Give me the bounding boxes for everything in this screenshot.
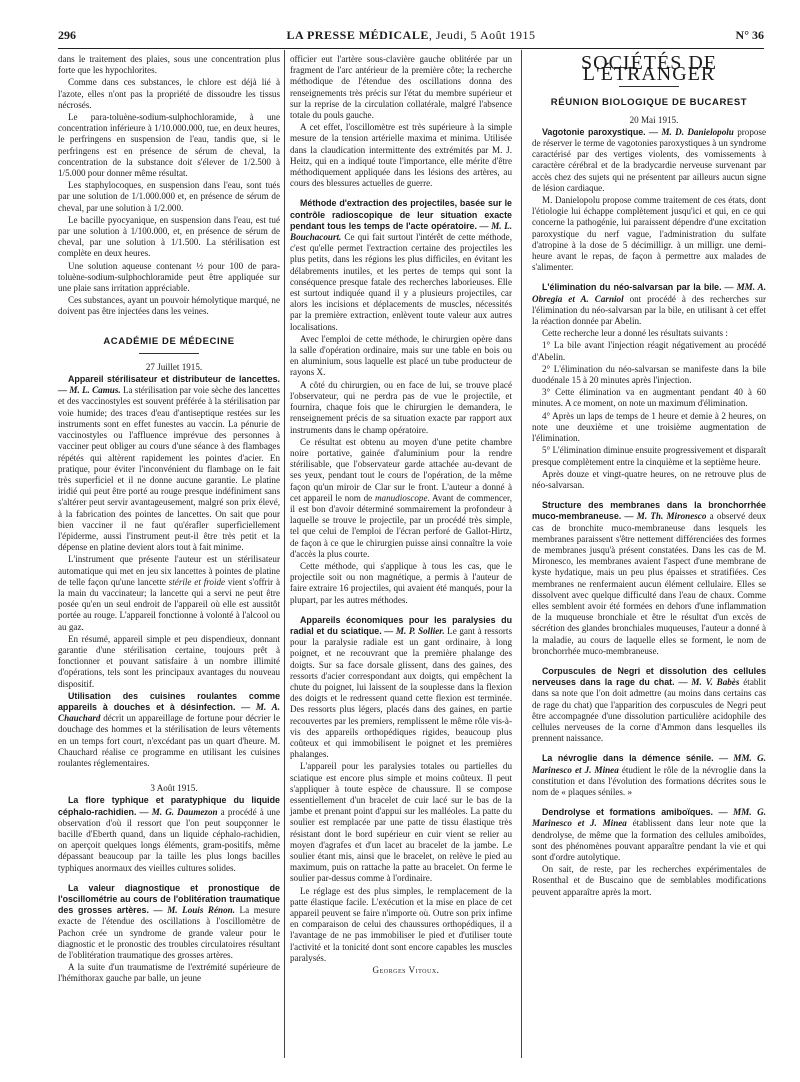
text-run: Ce résultat est obtenu au moyen d'une petite chambre noire portative, gainée d'aluminium pour la rendre stérilisable, que l'observateur garde attachée au-devant de ses yeux, pendant tout le cours de l'opération, de la même façon qu'un miroir de Clar sur le front. L'auteur a donné à cet appareil le nom de — [290, 436, 512, 503]
article-heading: Dendrolyse et formations amiboïques. — [542, 807, 714, 818]
paragraph: On sait, de reste, par les recherches expérimentales de Rosenthal et de Buscaino que de semblables modifications peuvent apparaître après la mort. — [532, 864, 766, 897]
italic-run: stérile et froide — [168, 576, 226, 587]
page-header — [58, 26, 764, 49]
article-heading: La valeur diagnostique et pronostique de l'oscillométrie au cours de l'oblitération traumatique des grosses artères. — [58, 882, 280, 916]
session-date: 20 Mai 1915. — [629, 114, 679, 125]
article-extraction-projectiles — [290, 198, 512, 332]
paragraph: Une solution aqueuse contenant ½ pour 100 de para-toluène-sodium-sulphochloramide peut être appliquée sur une plaie sans irritation appréciable. — [58, 260, 280, 294]
text-run: . Avant de commencer, il est bon d'avoir déterminé sommairement la profondeur à laquelle se trouve le projectile, par un procédé très simple, tel que celui de l'emploi de l'écran perforé de Gallot-Hirtz, de façon à ce que le chirurgien puisse ainsi connaître la voie d'accès la plus courte. — [290, 492, 512, 559]
paragraph: Avec l'emploi de cette méthode, le chirurgien opère dans la salle d'opération ordinaire, mais sur une table en bois ou en aluminium, sous laquelle est placé un tube producteur de rayons X. — [290, 333, 512, 378]
paragraph: Les staphylocoques, en suspension dans l'eau, sont tués par une solution de 1/1.000.000 et, en présence de sérum de cheval, par une solution à 1/2.000. — [58, 180, 280, 213]
article-flore-typhique — [58, 795, 280, 873]
article-heading: Méthode d'extraction des projectiles, basée sur le contrôle radioscopique de leur situation exacte pendant tous les temps de l'acte opératoire. — [290, 198, 512, 231]
article-nevroglie — [532, 753, 766, 798]
paragraph: Cette recherche leur a donné les résultats suivants : — [542, 328, 728, 339]
session-date: 3 Août 1915. — [150, 783, 198, 794]
article-appareils-paralysies — [290, 615, 512, 761]
text-run: L'instrument que présente l'auteur est un stérilisateur automatique qui met en jeu six lancettes à pointes de platine de telle façon qu'une lancette — [58, 554, 280, 587]
article-author: — M. L. Camus. — [58, 385, 121, 396]
article-heading: La névroglie dans la démence sénile. — [542, 753, 714, 764]
column-1 — [58, 54, 280, 986]
article-author: — M. Louis Rénon. — [153, 905, 235, 916]
list-item: 4° Après un laps de temps de 1 heure et demie à 2 heures, on note une deuxième et une troisième augmentation de l'élimination. — [532, 410, 766, 444]
article-author: — MM. G. Marinesco et J. Minea — [532, 753, 766, 775]
article-author: — M. D. Danielopolu — [649, 126, 734, 137]
paragraph: A la suite d'un traumatisme de l'extrémité supérieure de l'hémithorax gauche par balle, un jeune — [58, 962, 280, 984]
article-text: a procédé à une observation d'où il ressort que l'on peut soupçonner le bacille d'Eberth quand, dans un liquide céphalo-rachidien, on aperçoit quelques longs éléments, gram-positifs, même dépassant beaucoup par la taille les plus longs bacilles typhiques anormaux des vieilles cultures solides. — [58, 806, 280, 873]
article-neo-salvarsan — [532, 282, 766, 327]
page-number: 296 — [58, 28, 76, 42]
column-rule — [521, 50, 522, 1058]
article-heading: Utilisation des cuisines roulantes comme appareils à douches et à désinfection. — [58, 690, 280, 712]
article-author: — M. P. Sollier. — [384, 625, 445, 636]
article-sterilisateur — [58, 374, 280, 553]
article-vagotonie — [532, 127, 766, 194]
article-text: propose de réserver le terme de vagotonies paroxystiques à un syndrome caractérisé par des vertiges violents, des vomissements à caractère cérébral et de la bradycardie nerveuse survenant par accès chez des sujets qui ne présentent par ailleurs aucun signe de lésion cardiaque. — [532, 126, 766, 193]
author-signature: Georges Vitoux. — [372, 965, 440, 976]
list-item: 5° L'élimination diminue ensuite progressivement et disparaît presque complètement entre la cinquième et la septième heure. — [532, 445, 766, 467]
article-author: — M. A. Chauchard — [58, 701, 280, 724]
article-negri — [532, 666, 766, 744]
article-text: a observé deux cas de bronchite muco-membraneuse dans lesquels les membranes paraissent s'être nettement différenciées des formes de membranes jusqu'à présent constatées. Dans les cas de M. Mironesco, les membranes avaient l'aspect d'une membrane de kyste hydatique, mais un peu plus épaisses et stratifiées. Ces membranes ne renfermaient aucun élément cellulaire. Elles se dissolvent avec quelque difficulté dans l'eau de chaux. Comme elles semblent avoir été formées en dehors d'une inflammation de la muqueuse bronchiale et être le résultat d'un excès de sécrétion des glandes bronchiales muqueuses, l'auteur a donné à la maladie, au cours de laquelle elles se forment, le nom de bronchorrhée muco-membraneuse. — [532, 511, 766, 656]
list-item: 1° La bile avant l'injection réagit négativement au procédé d'Abelin. — [532, 340, 766, 362]
article-heading: Structure des membranes dans la bronchorrhée muco-membraneuse. — [532, 500, 766, 522]
article-text: étudient le rôle de la névroglie dans la constitution et dans l'évolution des formations décrites sous le nom de « plaques séniles. » — [532, 764, 766, 797]
paragraph: Comme dans ces substances, le chlore est déjà lié à l'azote, elles n'ont pas la propriété de dissoudre les tissus nécrosés. — [58, 77, 280, 110]
article-text: Le gant à ressorts pour la paralysie radiale est un gant ordinaire, à long poignet, et ne recouvrant que la première phalange des doigts. Sur sa face dorsale glissent, dans des gaines, des ressorts d'acier correspondant aux doigts, qui empêchent la chute du poignet, lui laissent de la souplesse dans la flexion des doigts et le redressent quand cette flexion est terminée. Des ressorts plus légers, placés dans des gaines, en partie recouvertes par les premiers, remplissent le même rôle vis-à-vis des appareils orthopédiques rigides, beaucoup plus coûteux et qui immobilisent le poignet et les premières phalanges. — [290, 625, 512, 760]
running-title — [58, 28, 764, 43]
paragraph: A côté du chirurgien, ou en face de lui, se trouve placé l'observateur, qui ne perdra pas de vue le projectile, et fournira, chaque fois que le chirurgien le demandera, le renseignement précis de sa situation exacte par rapport aux instruments dans le champ opératoire. — [290, 379, 512, 435]
article-heading: Corpuscules de Negri et dissolution des cellules nerveuses dans la rage du chat. — [532, 665, 766, 688]
section-title-academie: ACADÉMIE DE MÉDECINE — [103, 335, 235, 347]
paragraph: Après douze et vingt-quatre heures, on ne retrouve plus de néo-salvarsan. — [532, 468, 766, 490]
article-text: ont procédé à des recherches sur l'élimination du néo-salvarsan par la bile, en utilisant à cet effet la réaction donnée par Abelin. — [532, 293, 766, 327]
article-text: La stérilisation par voie sèche des lancettes et des vaccinostyles est souvent préférée à la stérilisation par voie humide; des traces d'eau d'antiseptique restées sur les instruments sont en effet funestes au vaccin. La pénurie de vaccinostyles ou l'affluence imprévue des personnes à vacciner peut obliger au cours d'une séance à des flambages répétés qui altèrent rapidement les pointes d'acier. En pratique, pour éviter l'inconvénient du flambage on le fait très superficiel et il ne donne aucune garantie. Le platine iridié qui peut être porté au rouge presque indéfiniment sans s'altérer peut servir avantageusement, malgré son prix élevé, à la fabrication des pointes de lancettes. On sait que pour bien vacciner il ne faut qu'érafler superficiellement l'épiderme, aussi l'instrument peut-il être très petit et la dépense en platine devient alors tout à fait minime. — [58, 385, 281, 553]
journal-name: LA PRESSE MÉDICALE — [286, 28, 429, 42]
column-3 — [532, 54, 766, 899]
column-rule — [284, 50, 285, 1058]
article-bronchorrhee — [532, 500, 766, 657]
article-heading: Appareils économiques pour les paralysies du radial et du sciatique. — [290, 614, 512, 636]
paragraph: Le bacille pyocyanique, en suspension dans l'eau, est tué par une solution à 1/100.000, et, en présence de sérum de cheval, par une solution à 1/1.500. La stérilisation est complète en deux heures. — [58, 214, 280, 259]
section-divider — [619, 86, 679, 87]
section-title-societes: SOCIÉTÉS DE L'ÉTRANGER — [581, 52, 717, 86]
article-cuisines — [58, 691, 280, 769]
article-text: décrit un appareillage de fortune pour décrier le douchage des hommes et la stérilisation de leurs vêtements en un temps fort court, n'excédant pas un quart d'heure. M. Chauchard réalise ce programme en utilisant les cuisines roulantes réglementaires. — [58, 713, 280, 768]
article-author: — M. G. Daumezon — [139, 806, 218, 817]
article-author: — MM. G. Marinesco et J. Minea — [532, 807, 766, 829]
article-author: — M. Th. Mironesco — [624, 511, 707, 522]
paragraph: L'appareil pour les paralysies totales ou partielles du sciatique est encore plus simple et moins coûteux. Il peut s'appliquer à toute espèce de chaussure. Il se compose essentiellement d'un bracelet de cuir lacé sur le bas de la jambe et prenant point d'appui sur les malléoles. La patte du soulier est remplacée par une patte de tissu élastique très résistant dont le bord supérieur en cuir vient se relier au moyen d'agrafes et d'un lacet au bracelet de la jambe. Le soulier étant mis, ainsi que le bracelet, on relève le pied au maximum, puis on rattache la patte au bracelet. On ferme le soulier par-dessus comme à l'ordinaire. — [290, 761, 512, 884]
article-oscillometrie — [58, 883, 280, 961]
article-dendrolyse — [532, 807, 766, 863]
article-author: — M. V. Babès — [678, 677, 740, 688]
article-text: établit dans sa note que l'on doit admettre (au moins dans certains cas de rage du chat) que l'apparition des corpuscules de Negri peut être accompagnée d'une dissolution particulière acidophile des cellules nerveuses de la corne d'Ammon dans lesquelles ils prennent naissance. — [532, 677, 766, 744]
paragraph: dans le traitement des plaies, sous une concentration plus forte que les hypochlorites. — [58, 54, 280, 76]
section-subtitle: RÉUNION BIOLOGIQUE DE BUCAREST — [550, 97, 748, 109]
article-heading: L'élimination du néo-salvarsan par la bile. — [542, 282, 722, 293]
article-heading: La flore typhique et paratyphique du liquide céphalo-rachidien. — [58, 795, 280, 817]
paragraph: officier eut l'artère sous-clavière gauche oblitérée par un fragment de l'arc antérieur de la première côte; la recherche méthodique de l'étendue des oscillations donna des renseignements très précis sur l'état du membre supérieur et sur la reprise de la circulation collatérale, malgré l'absence totale du pouls gauche. — [290, 54, 512, 121]
article-text: La mesure exacte de l'étendue des oscillations à l'oscillomètre de Pachon crée un syndrome de grande valeur pour le diagnostic et le pronostic des troubles circulatoires résultant de l'oblitération traumatique des grosses artères. — [58, 905, 280, 961]
paragraph: Le para-toluène-sodium-sulphochloramide, à une concentration inférieure à 1/10.000.000, tue, en deux heures, le perfringens en suspension de l'eau, tandis que, si le perfringens est en présence de sérum de cheval, la concentration de la substance doit s'élever de 1/2.500 à 1/5.000 pour donner même résultat. — [58, 112, 280, 179]
text-run: vient s'offrir à la main du vaccinateur; la lancette qui a servi ne peut être posée qu'en un seul endroit de l'appareil où elle est aussitôt portée au rouge. L'appareil fonctionne à volonté à l'alcool ou au gaz. — [58, 576, 280, 632]
section-divider — [139, 353, 199, 354]
issue-number: N° 36 — [735, 28, 764, 42]
list-item: 2° L'élimination du néo-salvarsan se manifeste dans la bile duodénale 15 à 20 minutes après l'injection. — [532, 363, 766, 386]
article-text: établissent dans leur note que la dendrolyse, de même que la formation des cellules amiboïdes, sont des phénomènes pouvant apparaître pendant la vie et qui sont d'ordre autolytique. — [532, 818, 767, 862]
paragraph — [290, 437, 512, 560]
paragraph: A cet effet, l'oscillomètre est très supérieure à la simple mesure de la tension artérielle maxima et minima. Utilisée dans la claudication intermittente des extrémités par M. J. Heitz, qui en a indiqué toute l'importance, elle mérite d'être méthodiquement appliquée dans les lésions des artères, au cours des blessures actuelles de guerre. — [290, 122, 512, 189]
italic-run: manudioscope — [374, 492, 428, 503]
paragraph: Le réglage est des plus simples, le remplacement de la patte élastique facile. L'exécution et la mise en place de cet appareil peuvent se faire n'importe où. Outre son prix infime en comparaison de celui des chaussures orthopédiques, il a l'avantage de ne pas immobiliser le pied et d'utiliser toute l'activité et la tonicité dont sont encore capables les muscles paralysés. — [290, 885, 512, 963]
paragraph — [58, 554, 280, 632]
article-author: — M. L. Bouchacourt. — [290, 220, 512, 243]
session-date: 27 Juillet 1915. — [145, 361, 203, 372]
article-author: — MM. A. Obregia et A. Carniol — [532, 282, 766, 304]
column-2 — [290, 54, 512, 977]
paragraph: M. Danielopolu propose comme traitement de ces états, dont l'étiologie lui échappe complètement jusqu'ici et qui, en ce qui concerne la pathogénie, lui paraissent dépendre d'une excitation paroxystique du nerf vague, l'administration du sulfate d'atropine à la dose de 5 décimilligr. à un milligr. une demi-heure avant le repas, de façon à permettre aux malades de s'alimenter. — [532, 195, 766, 273]
list-item: 3° Cette élimination va en augmentant pendant 40 à 60 minutes. A ce moment, on note un maximum d'élimination. — [532, 387, 766, 409]
article-text: Ce qui fait surtout l'intérêt de cette méthode, c'est qu'elle permet l'extraction certaine des projectiles les plus petits, dans les régions les plus difficiles, en évitant les délabrements inutiles, et les pertes de temps qui sont la conséquence presque fatale des recherches laborieuses. Elle est surtout indiquée quand il y a plusieurs projectiles, car alors les incisions et déplacements de muscles, nécessités par la première extraction, enlèvent toute valeur aux autres localisations. — [290, 232, 512, 332]
paragraph: Cette méthode, qui s'applique à tous les cas, que le projectile soit ou non magnétique, a permis à l'auteur de faire extraire 16 projectiles, qui avaient été manqués, pour la plupart, par les autres méthodes. — [290, 560, 512, 605]
paragraph: En résumé, appareil simple et peu dispendieux, donnant garantie d'une stérilisation certaine, toujours prêt à fonctionner et pouvant satisfaire à un nombre illimité d'opérations, tels sont les principaux avantages du nouveau dispositif. — [58, 633, 280, 689]
article-heading: Vagotonie paroxystique. — [542, 126, 646, 137]
issue-date: , Jeudi, 5 Août 1915 — [428, 28, 536, 42]
paragraph: Ces substances, ayant un pouvoir hémolytique marqué, ne doivent pas être injectées dans les veines. — [58, 295, 280, 317]
article-heading: Appareil stérilisateur et distributeur de lancettes. — [68, 374, 280, 385]
